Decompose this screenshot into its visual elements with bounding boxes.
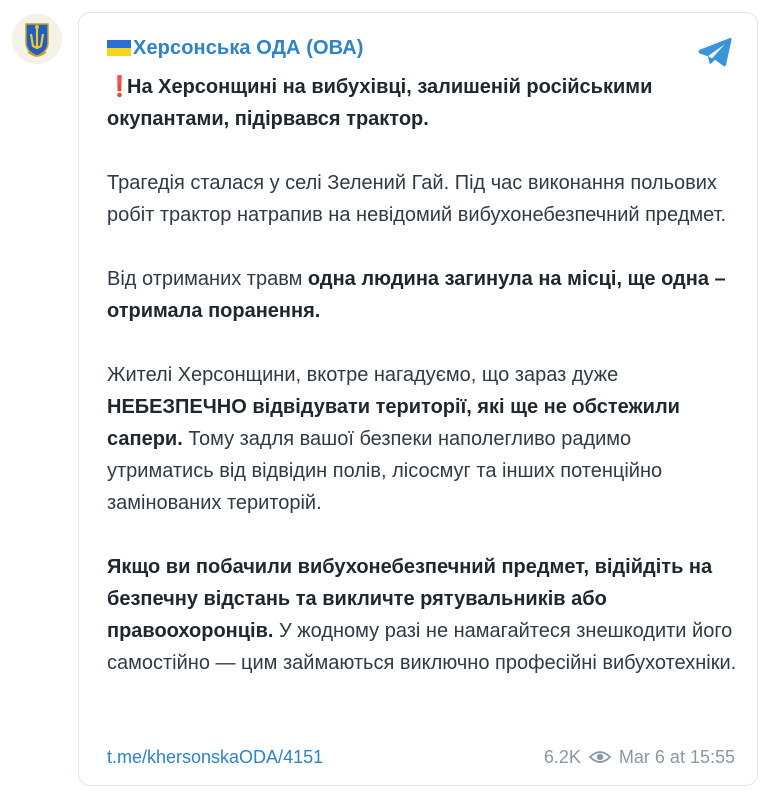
ukraine-flag-icon bbox=[107, 40, 131, 56]
post-header bbox=[107, 35, 364, 61]
telegram-icon[interactable] bbox=[695, 31, 735, 71]
p2-plain-text: Від отриманих травм bbox=[107, 268, 308, 290]
post-link[interactable]: t.me/khersonskaODA/4151 bbox=[107, 746, 324, 767]
post-body bbox=[107, 71, 737, 679]
p3-bold-text: НЕБЕЗПЕЧНО відвідувати території, які ще не обстежили сапери. bbox=[107, 396, 680, 450]
channel-name-link[interactable]: Херсонська ОДА (ОВА) bbox=[133, 36, 364, 59]
p3-plain-text-2: Тому задля вашої безпеки наполегливо радимо утриматись від відвідин полів, лісосмуг та інших потенційно замінованих територій. bbox=[107, 428, 663, 514]
coat-of-arms-icon bbox=[12, 14, 62, 64]
eye-icon bbox=[589, 750, 611, 764]
post-paragraph-3 bbox=[107, 359, 737, 519]
post-footer bbox=[107, 739, 735, 775]
post-paragraph-2 bbox=[107, 263, 737, 327]
post-paragraph-1: Трагедія сталася у селі Зелений Гай. Під час виконання польових робіт трактор натрапив на невідомий вибухонебезпечний предмет. bbox=[107, 172, 727, 226]
p3-plain-text-1: Жителі Херсонщини, вкотре нагадуємо, що зараз дуже bbox=[107, 364, 619, 386]
red-exclamation-icon: ❗ bbox=[107, 76, 132, 98]
post-headline bbox=[107, 71, 737, 135]
p2-bold-text: одна людина загинула на місці, ще одна – отримала поранення. bbox=[107, 268, 726, 322]
post-card bbox=[78, 12, 758, 786]
post-date[interactable]: Mar 6 at 15:55 bbox=[618, 746, 735, 767]
post-meta bbox=[544, 747, 735, 768]
channel-avatar[interactable] bbox=[12, 14, 62, 64]
headline-text: На Херсонщині на вибухівці, залишеній російськими окупантами, підірвався трактор. bbox=[107, 76, 653, 130]
p4-plain-text: У жодному разі не намагайтеся знешкодити його самостійно — цим займаються виключно професійні вибухотехніки. bbox=[107, 620, 737, 674]
post-paragraph-4 bbox=[107, 551, 737, 679]
view-count: 6.2K bbox=[543, 746, 581, 767]
p4-bold-text: Якщо ви побачили вибухонебезпечний предмет, відійдіть на безпечну відстань та викличте рятувальників або правоохоронців. bbox=[107, 556, 713, 642]
